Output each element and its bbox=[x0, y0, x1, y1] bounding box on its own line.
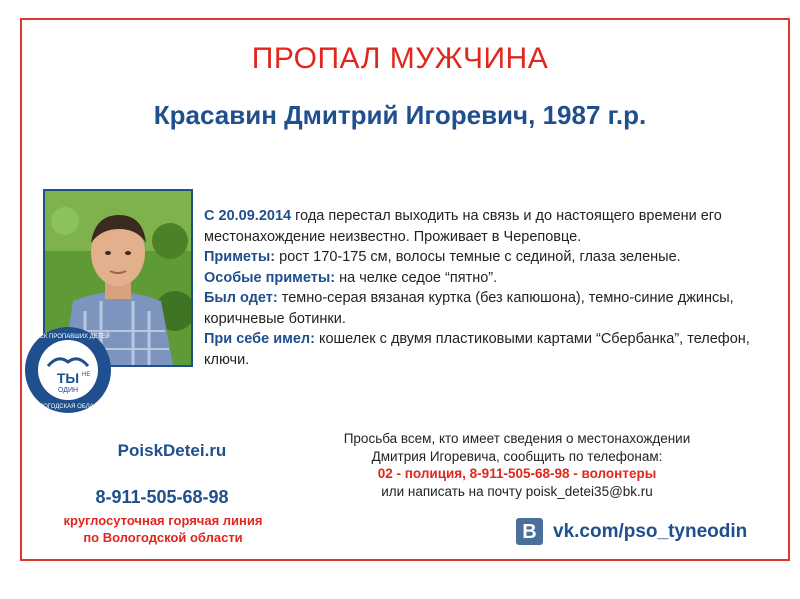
vk-link[interactable] bbox=[516, 518, 747, 545]
description-paragraph-belongings bbox=[204, 329, 774, 370]
hotline-caption-line-2: по Вологодской области bbox=[83, 530, 243, 545]
vk-logo-icon: B bbox=[516, 518, 543, 545]
seal-center-text: ТЫ bbox=[56, 370, 80, 386]
seal-center-small-1: НЕ bbox=[82, 372, 91, 378]
hotline-phone: 8-911-505-68-98 bbox=[95, 487, 229, 507]
missing-person-description bbox=[204, 206, 774, 370]
seal-bottom-text: ВОЛОГОДСКАЯ ОБЛАСТЬ bbox=[30, 404, 106, 410]
date-text: года перестал выходить на связь и до настоящего времени его местонахождение неизвестно. Проживает в Череповце. bbox=[204, 208, 722, 245]
features-text: рост 170-175 см, волосы темные с сединой, глаза зеленые. bbox=[275, 249, 681, 265]
missing-person-name: Красавин Дмитрий Игоревич, 1987 г.р. bbox=[153, 100, 647, 130]
appeal-email: или написать на почту poisk_detei35@bk.ru bbox=[381, 483, 653, 499]
vk-url[interactable]: vk.com/pso_tyneodin bbox=[553, 520, 748, 542]
special-features-text: на челке седое “пятно”. bbox=[335, 269, 498, 286]
appeal-line-2: Дмитрия Игоревича, сообщить по телефонам: bbox=[371, 448, 663, 464]
clothing-text: темно-серая вязаная куртка (без капюшона), темно-синие джинсы, коричневые ботинки. bbox=[204, 290, 734, 327]
description-paragraph-special-features bbox=[204, 268, 774, 289]
description-paragraph-clothing bbox=[204, 288, 774, 329]
seal-top-text: ПОИСК ПРОПАВШИХ ДЕТЕЙ bbox=[26, 334, 110, 340]
poster-headline: ПРОПАЛ МУЖЧИНА bbox=[251, 42, 549, 75]
special-features-label: Особые приметы: bbox=[204, 269, 336, 286]
appeal-phones: 02 - полиция, 8-911-505-68-98 - волонтеры bbox=[377, 466, 657, 481]
volunteer-logo-seal bbox=[24, 326, 112, 414]
hotline-caption bbox=[38, 512, 288, 546]
contact-appeal bbox=[300, 430, 734, 500]
clothing-label: Был одет: bbox=[204, 290, 278, 306]
website-link[interactable]: PoiskDetei.ru bbox=[117, 441, 227, 460]
belongings-text: кошелек с двумя пластиковыми картами “Сбербанка”, телефон, ключи. bbox=[204, 331, 750, 368]
belongings-label: При себе имел: bbox=[204, 331, 315, 347]
hotline-caption-line-1: круглосуточная горячая линия bbox=[63, 513, 263, 528]
features-label: Приметы: bbox=[204, 249, 276, 265]
description-paragraph-features bbox=[204, 247, 774, 268]
description-paragraph-date bbox=[204, 206, 774, 247]
date-label: С 20.09.2014 bbox=[204, 208, 292, 224]
seal-center-small-2: ОДИН bbox=[57, 387, 79, 394]
appeal-line-1: Просьба всем, кто имеет сведения о местонахождении bbox=[343, 431, 691, 446]
